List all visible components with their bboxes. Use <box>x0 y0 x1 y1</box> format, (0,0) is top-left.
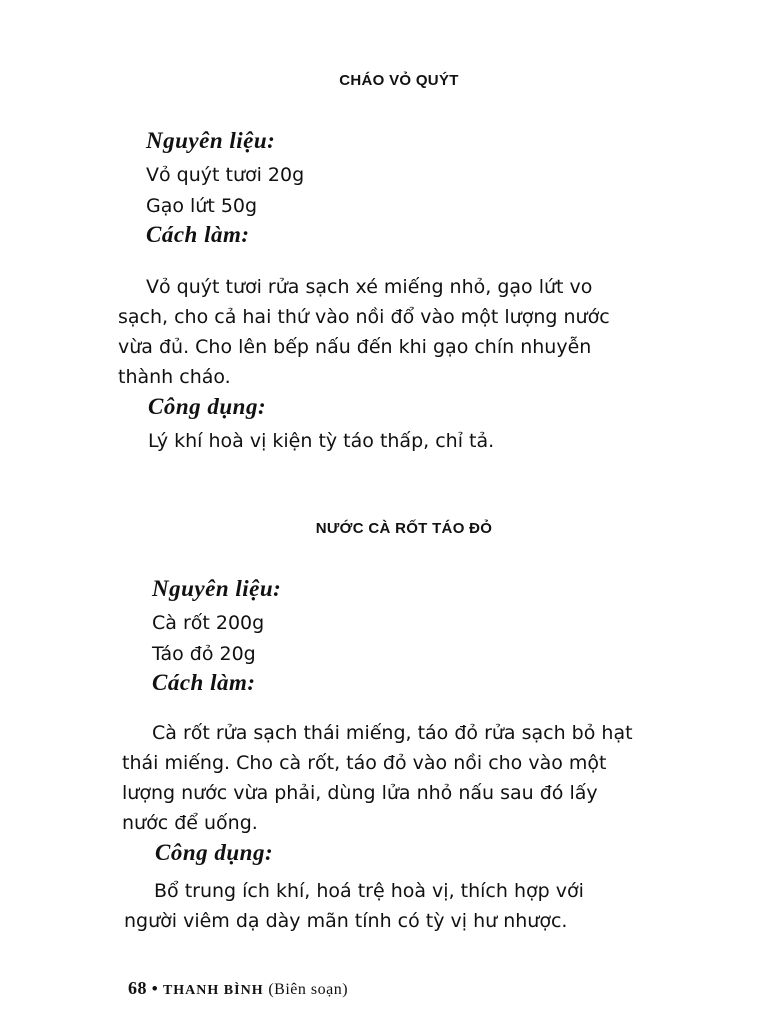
recipe-section-1 <box>0 72 768 452</box>
use-line: Bổ trung ích khí, hoá trệ hoà vị, thích hợp với <box>154 880 584 902</box>
method-line: thành cháo. <box>118 366 231 388</box>
page-number: 68 <box>128 978 147 998</box>
use-heading: Công dụng: <box>155 840 274 865</box>
footer-author: THANH BÌNH <box>162 983 264 998</box>
ingredient-line: Cà rốt 200g <box>152 612 265 634</box>
ingredients-heading: Nguyên liệu: <box>146 128 276 153</box>
method-line: sạch, cho cả hai thứ vào nồi đổ vào một lượng nước <box>118 306 610 328</box>
footer-separator: • <box>151 979 159 998</box>
method-heading: Cách làm: <box>152 670 256 695</box>
ingredient-line: Gạo lứt 50g <box>146 195 258 217</box>
method-line: thái miếng. Cho cà rốt, táo đỏ vào nồi cho vào một <box>122 752 607 774</box>
use-line: Lý khí hoà vị kiện tỳ táo thấp, chỉ tả. <box>148 430 495 452</box>
method-line: Cà rốt rửa sạch thái miếng, táo đỏ rửa sạch bỏ hạt <box>152 722 633 744</box>
use-paragraph <box>124 876 672 936</box>
method-line: Vỏ quýt tươi rửa sạch xé miếng nhỏ, gạo lứt vo <box>146 276 593 298</box>
page-footer <box>128 978 348 999</box>
method-heading: Cách làm: <box>146 222 250 247</box>
method-line: lượng nước vừa phải, dùng lửa nhỏ nấu sau đó lấy <box>122 782 598 804</box>
ingredient-line: Vỏ quýt tươi 20g <box>146 164 305 186</box>
ingredient-line: Táo đỏ 20g <box>152 643 256 665</box>
method-line: nước để uống. <box>122 812 258 834</box>
method-paragraph <box>122 718 670 838</box>
recipe-title: NƯỚC CÀ RỐT TÁO ĐỎ <box>315 520 493 537</box>
method-line: vừa đủ. Cho lên bếp nấu đến khi gạo chín nhuyễn <box>118 336 592 358</box>
recipe-section-2 <box>0 520 768 932</box>
method-paragraph <box>118 272 666 392</box>
footer-role: (Biên soạn) <box>268 981 349 998</box>
use-line: người viêm dạ dày mãn tính có tỳ vị hư nhược. <box>124 910 568 932</box>
recipe-title: CHÁO VỎ QUÝT <box>339 72 459 89</box>
use-heading: Công dụng: <box>148 394 267 419</box>
ingredients-heading: Nguyên liệu: <box>152 576 282 601</box>
